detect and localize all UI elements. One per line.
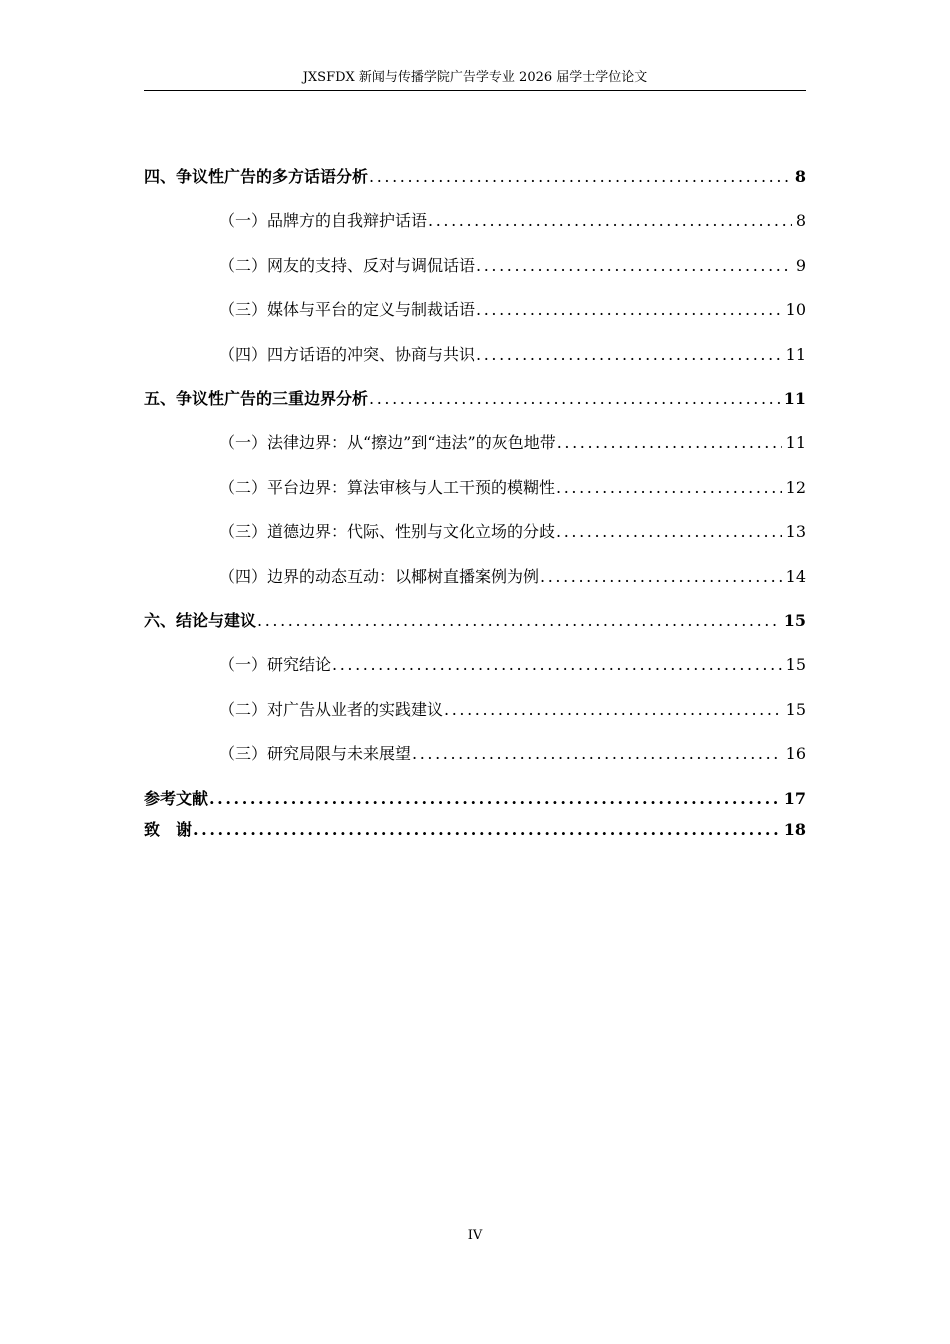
toc-entry-title: （四）四方话语的冲突、协商与共识 <box>219 345 476 364</box>
toc-leader-dots <box>557 432 782 454</box>
header-divider <box>144 90 806 91</box>
toc-entry-page: 8 <box>794 167 806 186</box>
toc-entry[interactable] <box>219 208 806 232</box>
toc-entry-page: 11 <box>785 345 806 364</box>
toc-leader-dots <box>209 788 780 810</box>
running-header: JXSFDX 新闻与传播学院广告学专业 2026 届学士学位论文 <box>302 70 648 85</box>
toc-entry-title: （一）品牌方的自我辩护话语 <box>219 211 428 230</box>
toc-leader-dots <box>476 299 782 321</box>
toc-leader-dots <box>476 255 792 277</box>
toc-entry-page: 16 <box>785 744 806 763</box>
toc-entry[interactable] <box>144 786 806 810</box>
toc-entry[interactable] <box>219 253 806 277</box>
toc-entry-page: 17 <box>783 789 806 808</box>
toc-entry-title: （三）研究局限与未来展望 <box>219 744 412 763</box>
toc-entry-title: （一）研究结论 <box>219 655 332 674</box>
toc-entry[interactable] <box>219 342 806 366</box>
toc-entry-title: （三）媒体与平台的定义与制裁话语 <box>219 300 476 319</box>
toc-entry-page: 18 <box>783 820 806 839</box>
toc-entry-page: 15 <box>783 611 806 630</box>
toc-entry-title: （一）法律边界：从“擦边”到“违法”的灰色地带 <box>219 433 556 452</box>
toc-leader-dots <box>540 566 782 588</box>
toc-entry-title: （二）平台边界：算法审核与人工干预的模糊性 <box>219 478 556 497</box>
toc-entry-title: （四）边界的动态互动：以椰树直播案例为例 <box>219 567 540 586</box>
toc-entry[interactable] <box>219 564 806 588</box>
toc-entry-title: 六、结论与建议 <box>144 611 257 630</box>
toc-leader-dots <box>556 521 782 543</box>
toc-entry[interactable] <box>144 164 806 188</box>
toc-entry-page: 11 <box>783 389 806 408</box>
toc-leader-dots <box>556 477 782 499</box>
toc-entry[interactable] <box>219 519 806 543</box>
toc-entry[interactable] <box>219 741 806 765</box>
toc-entry-title: 四、争议性广告的多方话语分析 <box>144 167 369 186</box>
toc-entry-title: 致 谢 <box>144 820 193 839</box>
toc-entry[interactable] <box>219 652 806 676</box>
toc-entry-title: 参考文献 <box>144 789 209 808</box>
toc-entry-title: （二）对广告从业者的实践建议 <box>219 700 444 719</box>
toc-entry-title: （三）道德边界：代际、性别与文化立场的分歧 <box>219 522 556 541</box>
toc-leader-dots <box>193 819 780 841</box>
toc-entry-page: 15 <box>785 655 806 674</box>
toc-entry-page: 11 <box>785 433 806 452</box>
toc-entry[interactable] <box>144 386 806 410</box>
toc-entry[interactable] <box>144 608 806 632</box>
toc-entry-page: 8 <box>795 211 806 230</box>
toc-entry[interactable] <box>219 297 806 321</box>
toc-entry-page: 10 <box>785 300 806 319</box>
toc-entry-page: 12 <box>785 478 806 497</box>
toc-leader-dots <box>257 610 780 632</box>
toc-leader-dots <box>428 210 792 232</box>
toc-entry[interactable] <box>219 430 806 454</box>
toc-entry-page: 15 <box>785 700 806 719</box>
toc-entry-page: 13 <box>785 522 806 541</box>
toc-leader-dots <box>444 699 782 721</box>
toc-leader-dots <box>369 388 780 410</box>
toc-entry[interactable] <box>219 697 806 721</box>
toc-leader-dots <box>332 654 782 676</box>
toc-leader-dots <box>412 743 782 765</box>
toc-leader-dots <box>369 166 791 188</box>
page-number: IV <box>467 1228 483 1243</box>
toc-leader-dots <box>476 344 782 366</box>
toc-entry-page: 14 <box>785 567 806 586</box>
toc-entry[interactable] <box>144 817 806 841</box>
toc-entry-title: （二）网友的支持、反对与调侃话语 <box>219 256 476 275</box>
toc-entry-title: 五、争议性广告的三重边界分析 <box>144 389 369 408</box>
toc-entry[interactable] <box>219 475 806 499</box>
toc-entry-page: 9 <box>795 256 806 275</box>
